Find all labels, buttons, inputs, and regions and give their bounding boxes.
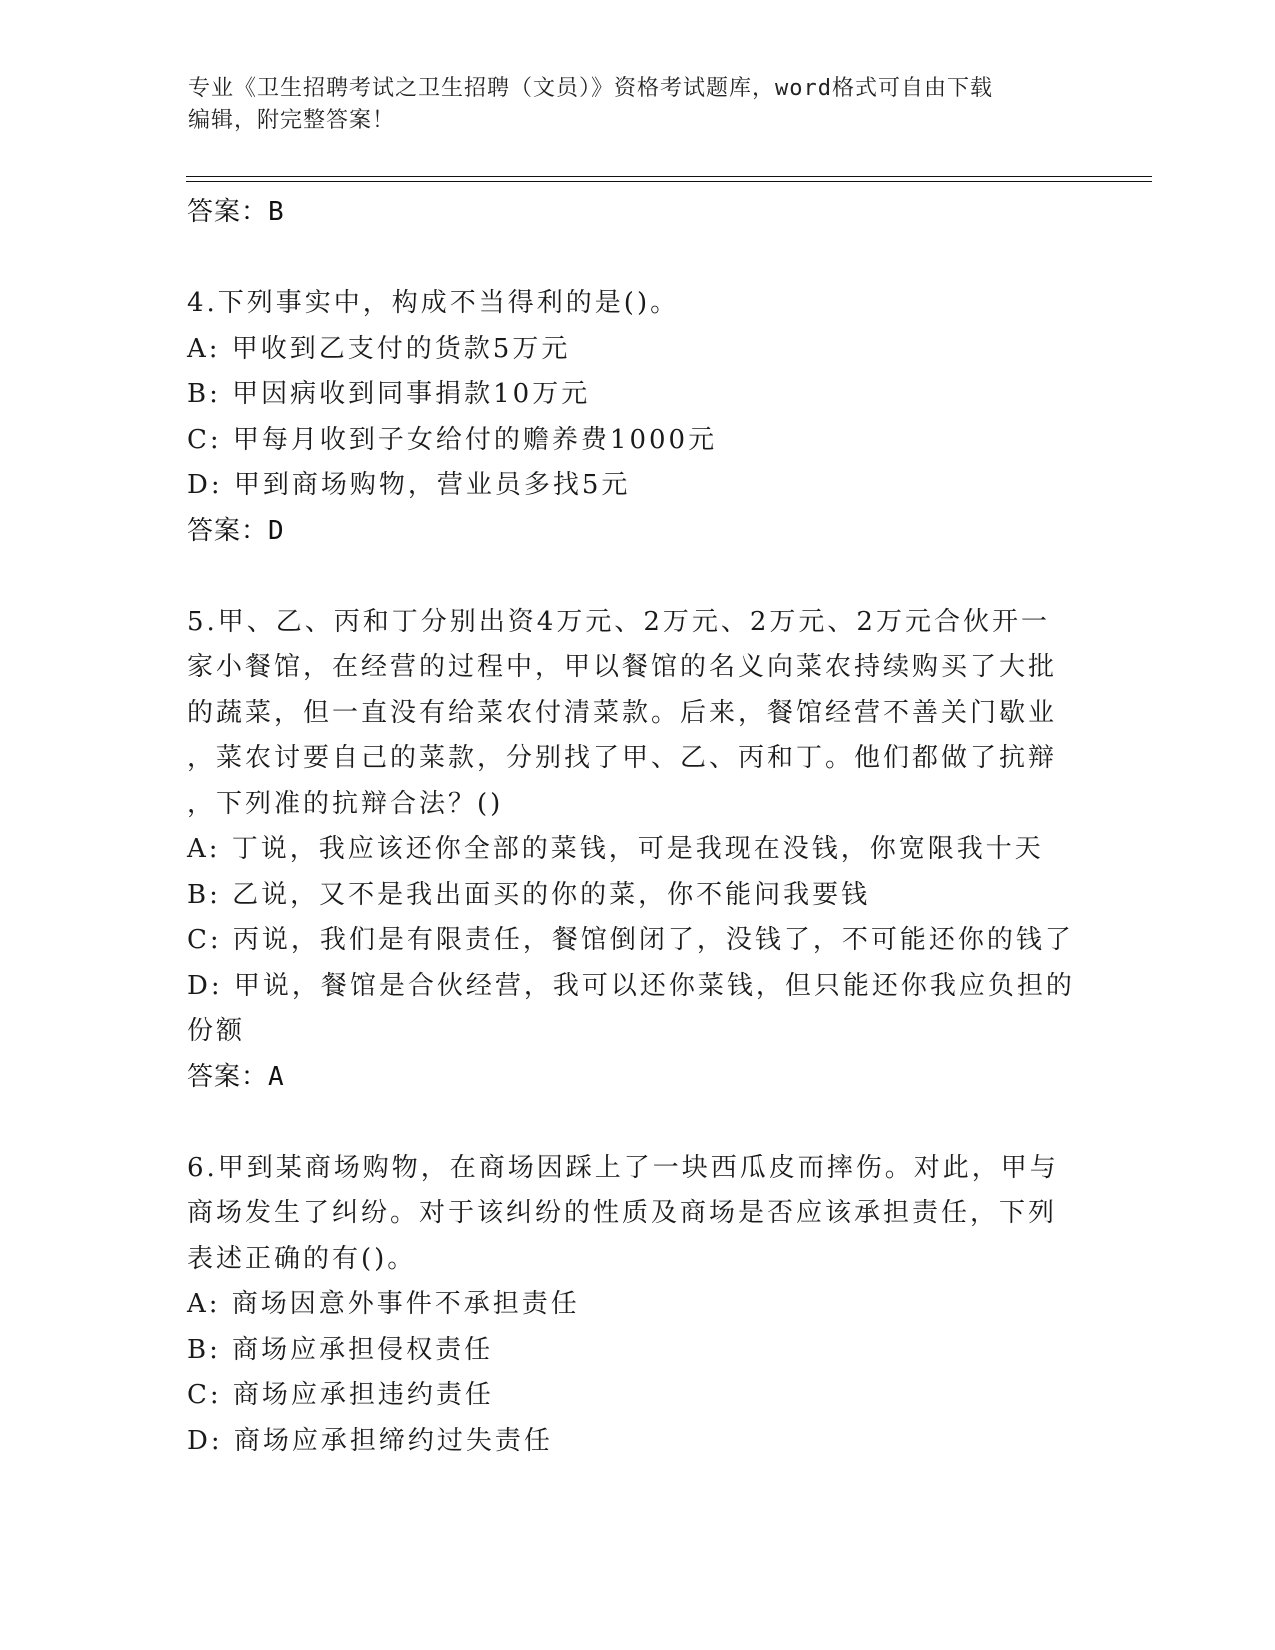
question-stem: ，下列准的抗辩合法？() [187, 788, 504, 819]
header-rule-top [186, 176, 1152, 177]
question-stem: 家小餐馆，在经营的过程中，甲以餐馆的名义向菜农持续购买了大批 [187, 652, 1058, 682]
option-a: A: 甲收到乙支付的货款5万元 [187, 333, 571, 364]
question-5 [187, 600, 1087, 1101]
question-stem: 的蔬菜，但一直没有给菜农付清菜款。后来，餐馆经营不善关门歇业 [187, 697, 1058, 728]
question-stem: ，菜农讨要自己的菜款，分别找了甲、乙、丙和丁。他们都做了抗辩 [187, 743, 1058, 773]
question-6 [187, 1146, 1087, 1465]
question-stem: 商场发生了纠纷。对于该纠纷的性质及商场是否应该承担责任，下列 [187, 1198, 1058, 1228]
option-d: D: 商场应承担缔约过失责任 [187, 1425, 553, 1456]
header-rule-bottom [186, 181, 1152, 182]
question-list [187, 190, 1087, 1464]
option-b: B: 商场应承担侵权责任 [187, 1334, 494, 1365]
header-line-2: 编辑，附完整答案！ [188, 108, 396, 133]
option-d: D: 甲说，餐馆是合伙经营，我可以还你菜钱，但只能还你我应负担的 [187, 970, 1075, 1001]
question-stem: 4.下列事实中，构成不当得利的是()。 [187, 288, 680, 318]
question-stem: 5.甲、乙、丙和丁分别出资4万元、2万元、2万元、2万元合伙开一 [187, 606, 1050, 637]
option-a: A: 丁说，我应该还你全部的菜钱，可是我现在没钱，你宽限我十天 [187, 834, 1044, 864]
spacer [187, 554, 1087, 600]
question-4 [187, 281, 1087, 554]
spacer [187, 1100, 1087, 1146]
question-answer: 答案：A [187, 1061, 285, 1092]
option-a: A: 商场因意外事件不承担责任 [187, 1289, 580, 1319]
option-c: C: 甲每月收到子女给付的赡养费1000元 [187, 424, 718, 455]
question-answer: 答案：D [187, 515, 285, 546]
option-c: C: 商场应承担违约责任 [187, 1380, 494, 1410]
option-c: C: 丙说，我们是有限责任，餐馆倒闭了，没钱了，不可能还你的钱了 [187, 925, 1074, 955]
option-d-continued: 份额 [187, 1016, 246, 1046]
question-stem: 表述正确的有()。 [187, 1243, 417, 1274]
option-d: D: 甲到商场购物，营业员多找5元 [187, 470, 631, 500]
option-b: B: 甲因病收到同事捐款10万元 [187, 379, 591, 409]
document-header [188, 73, 1088, 137]
question-stem: 6.甲到某商场购物，在商场因踩上了一块西瓜皮而摔伤。对此，甲与 [187, 1152, 1059, 1183]
spacer [187, 236, 1087, 282]
header-line-1: 专业《卫生招聘考试之卫生招聘（文员）》资格考试题库，word格式可自由下载 [188, 76, 993, 101]
previous-answer: 答案：B [187, 197, 285, 227]
option-b: B: 乙说，又不是我出面买的你的菜，你不能问我要钱 [187, 879, 871, 910]
